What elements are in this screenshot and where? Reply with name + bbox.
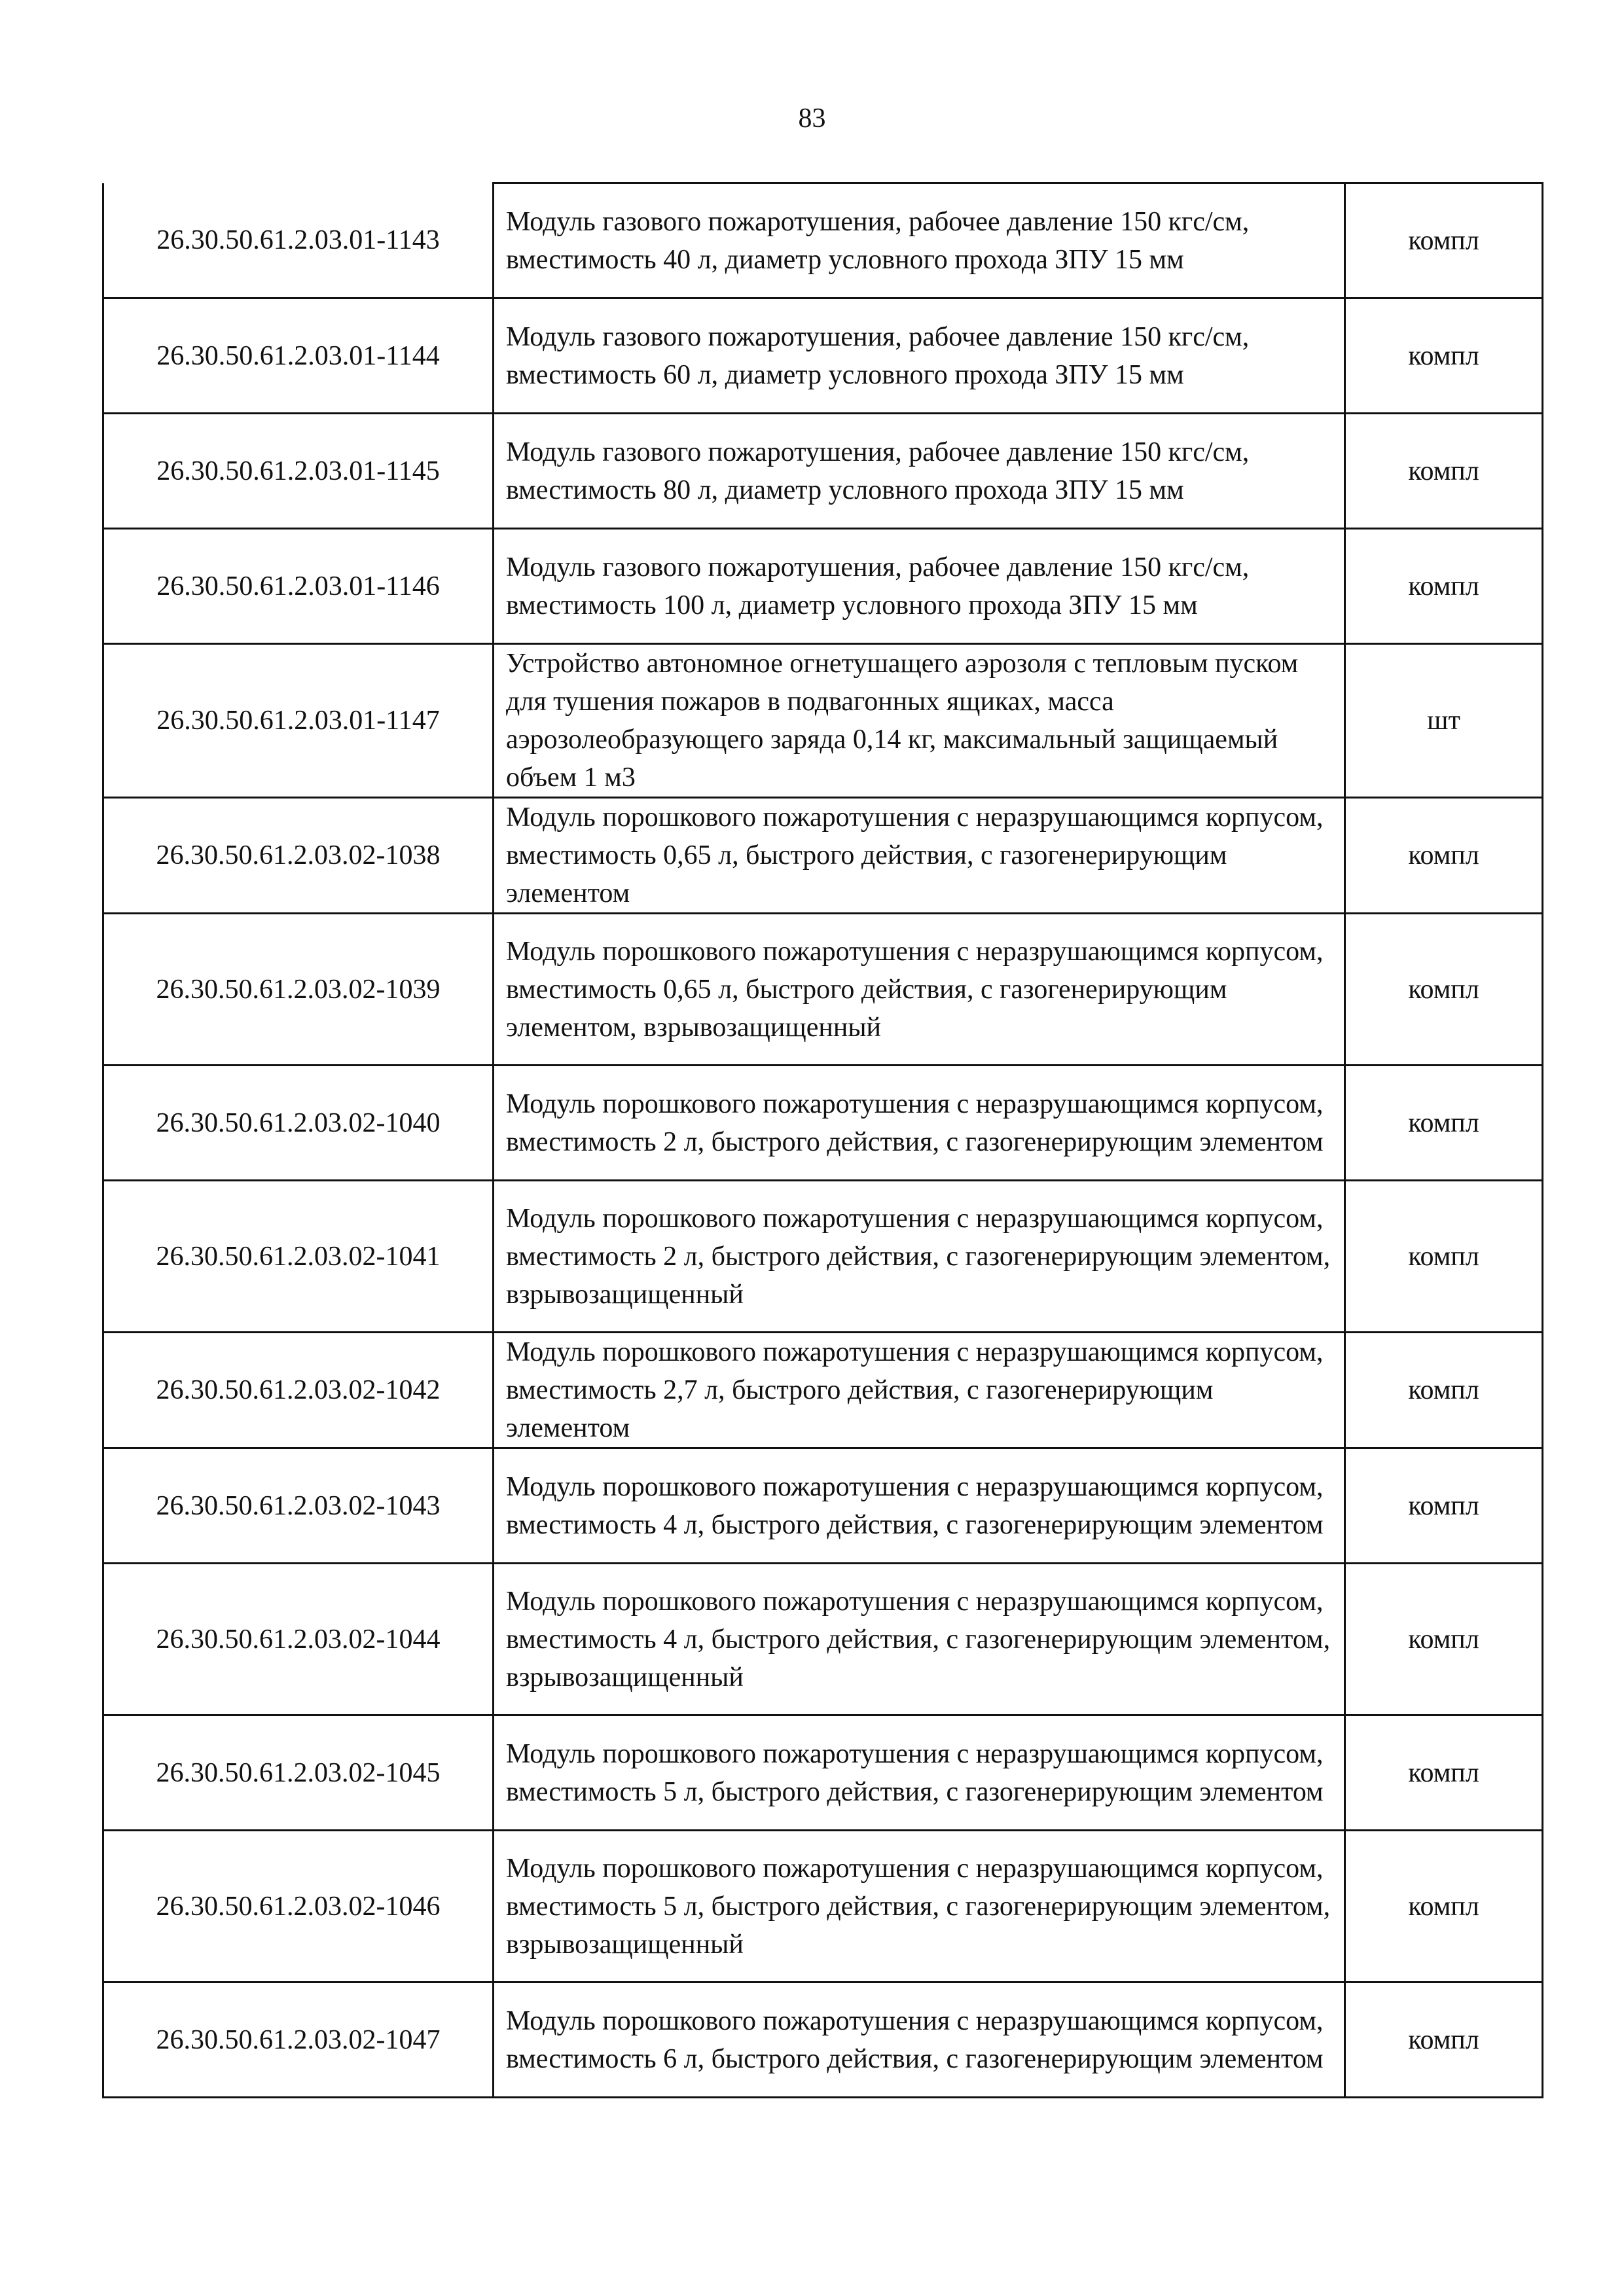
row-code: 26.30.50.61.2.03.01-1146 [103,529,494,644]
table-row [103,414,1543,529]
row-description: Модуль газового пожаротушения, рабочее давление 150 кгс/см, вместимость 60 л, диаметр условного прохода ЗПУ 15 мм [494,298,1345,414]
table-row [103,1333,1543,1448]
row-description: Модуль газового пожаротушения, рабочее давление 150 кгс/см, вместимость 40 л, диаметр условного прохода ЗПУ 15 мм [494,183,1345,298]
resource-table [102,182,1543,2098]
row-description: Модуль порошкового пожаротушения с неразрушающимся корпусом, вместимость 2,7 л, быстрого действия, с газогенерирующим элементом [494,1333,1345,1448]
row-description: Модуль порошкового пожаротушения с неразрушающимся корпусом, вместимость 4 л, быстрого действия, с газогенерирующим элементом, взрывозащищенный [494,1564,1345,1715]
row-description: Модуль порошкового пожаротушения с неразрушающимся корпусом, вместимость 2 л, быстрого действия, с газогенерирующим элементом, взрывозащищенный [494,1181,1345,1333]
row-code: 26.30.50.61.2.03.01-1145 [103,414,494,529]
row-code: 26.30.50.61.2.03.02-1041 [103,1181,494,1333]
page-number: 83 [798,103,826,134]
row-unit: компл [1345,1333,1543,1448]
table-row [103,1066,1543,1181]
row-unit: компл [1345,529,1543,644]
table-row [103,644,1543,798]
row-unit: компл [1345,1831,1543,1982]
table-row [103,1982,1543,2098]
row-description: Модуль порошкового пожаротушения с неразрушающимся корпусом, вместимость 5 л, быстрого действия, с газогенерирующим элементом, взрывозащищенный [494,1831,1345,1982]
table-row [103,183,1543,298]
table-row [103,298,1543,414]
row-code: 26.30.50.61.2.03.02-1039 [103,914,494,1066]
row-code: 26.30.50.61.2.03.02-1045 [103,1715,494,1831]
row-unit: шт [1345,644,1543,798]
row-code: 26.30.50.61.2.03.02-1046 [103,1831,494,1982]
row-description: Модуль газового пожаротушения, рабочее давление 150 кгс/см, вместимость 100 л, диаметр условного прохода ЗПУ 15 мм [494,529,1345,644]
row-unit: компл [1345,1982,1543,2098]
table-row [103,798,1543,914]
row-unit: компл [1345,183,1543,298]
row-unit: компл [1345,414,1543,529]
row-description: Модуль газового пожаротушения, рабочее давление 150 кгс/см, вместимость 80 л, диаметр условного прохода ЗПУ 15 мм [494,414,1345,529]
row-description: Модуль порошкового пожаротушения с неразрушающимся корпусом, вместимость 5 л, быстрого действия, с газогенерирующим элементом [494,1715,1345,1831]
row-code: 26.30.50.61.2.03.02-1043 [103,1448,494,1564]
row-code: 26.30.50.61.2.03.01-1143 [103,183,494,298]
table-row [103,914,1543,1066]
row-code: 26.30.50.61.2.03.02-1040 [103,1066,494,1181]
row-code: 26.30.50.61.2.03.01-1144 [103,298,494,414]
row-unit: компл [1345,1715,1543,1831]
row-unit: компл [1345,1066,1543,1181]
table-row [103,1181,1543,1333]
table-row [103,529,1543,644]
table-row [103,1831,1543,1982]
row-description: Устройство автономное огнетушащего аэрозоля с тепловым пуском для тушения пожаров в подвагонных ящиках, масса аэрозолеобразующего заряда 0,14 кг, максимальный защищаемый объем 1 м3 [494,644,1345,798]
row-unit: компл [1345,798,1543,914]
row-code: 26.30.50.61.2.03.02-1044 [103,1564,494,1715]
table-row [103,1564,1543,1715]
row-description: Модуль порошкового пожаротушения с неразрушающимся корпусом, вместимость 0,65 л, быстрого действия, с газогенерирующим элементом [494,798,1345,914]
row-description: Модуль порошкового пожаротушения с неразрушающимся корпусом, вместимость 0,65 л, быстрого действия, с газогенерирующим элементом, взрывозащищенный [494,914,1345,1066]
row-unit: компл [1345,298,1543,414]
row-unit: компл [1345,914,1543,1066]
table-row [103,1715,1543,1831]
table-row [103,1448,1543,1564]
row-unit: компл [1345,1564,1543,1715]
row-description: Модуль порошкового пожаротушения с неразрушающимся корпусом, вместимость 6 л, быстрого действия, с газогенерирующим элементом [494,1982,1345,2098]
row-code: 26.30.50.61.2.03.02-1047 [103,1982,494,2098]
row-description: Модуль порошкового пожаротушения с неразрушающимся корпусом, вместимость 2 л, быстрого действия, с газогенерирующим элементом [494,1066,1345,1181]
row-code: 26.30.50.61.2.03.02-1038 [103,798,494,914]
row-description: Модуль порошкового пожаротушения с неразрушающимся корпусом, вместимость 4 л, быстрого действия, с газогенерирующим элементом [494,1448,1345,1564]
row-unit: компл [1345,1448,1543,1564]
row-code: 26.30.50.61.2.03.01-1147 [103,644,494,798]
row-unit: компл [1345,1181,1543,1333]
row-code: 26.30.50.61.2.03.02-1042 [103,1333,494,1448]
